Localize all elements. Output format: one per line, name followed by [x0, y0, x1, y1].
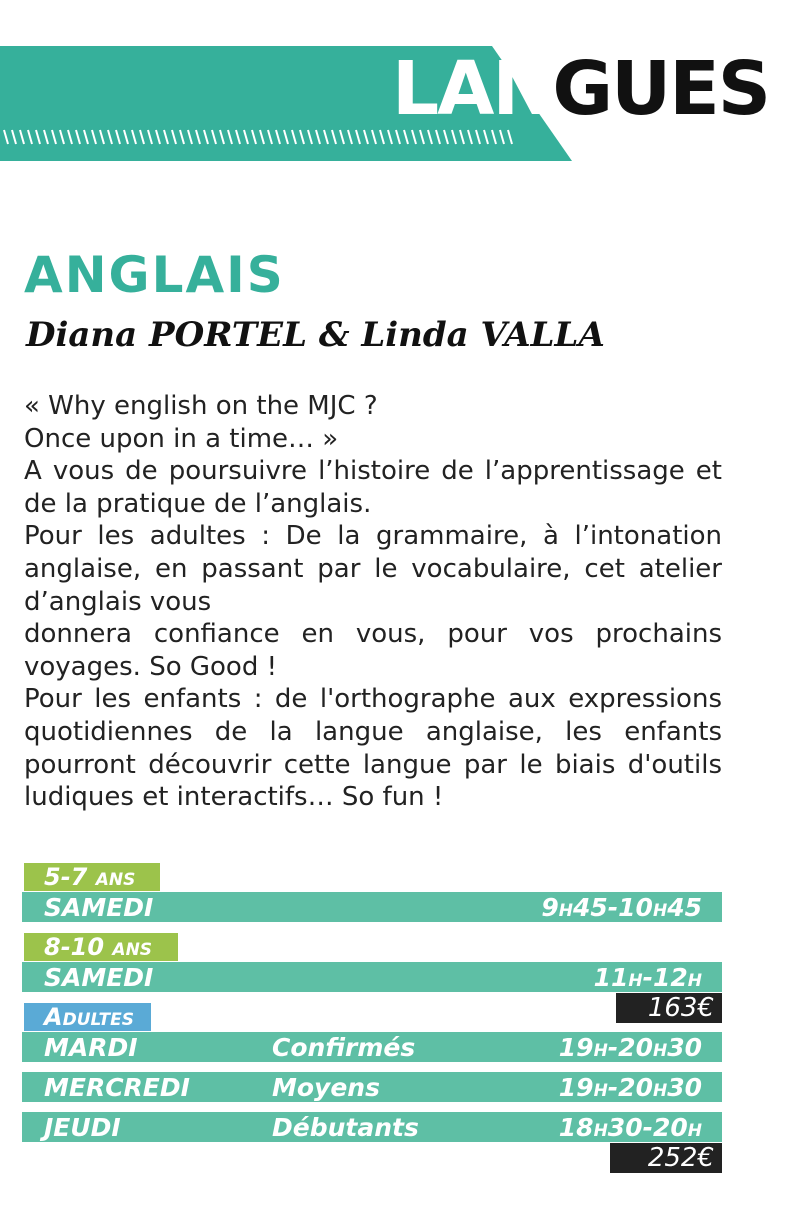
age-tag-adultes: [24, 1003, 151, 1031]
time-sep: H: [593, 1081, 608, 1101]
time-part: 9: [541, 893, 559, 922]
schedule-row-mercredi: [22, 1072, 722, 1102]
time-sep: H: [558, 901, 573, 921]
schedule-time: [559, 1072, 702, 1107]
adult-tag-rest: DULTES: [62, 1010, 134, 1030]
time-part: 45: [667, 893, 702, 922]
teacher-names: Diana PORTEL & Linda VALLA: [26, 315, 605, 355]
time-part: 11: [593, 963, 629, 992]
age-tag-unit: ANS: [112, 940, 153, 960]
schedule-time: [559, 1032, 702, 1067]
schedule-row-jeudi: [22, 1112, 722, 1142]
adult-tag-initial: A: [44, 1003, 63, 1031]
time-part: 45-10: [573, 893, 653, 922]
price-kids: 163€: [616, 993, 722, 1023]
schedule-level: Débutants: [272, 1113, 419, 1142]
quote-line-2: Once upon in a time… »: [24, 423, 339, 454]
schedule-row-samedi-5-7: [22, 892, 722, 922]
age-tag-value: 8-10: [44, 933, 105, 961]
schedule-level: Confirmés: [272, 1033, 416, 1062]
time-sep: H: [652, 901, 668, 921]
time-part: 30-20: [607, 1113, 688, 1142]
schedule-time: [541, 892, 702, 927]
schedule-day: SAMEDI: [44, 963, 154, 992]
course-description: [24, 390, 722, 814]
adults-paragraph-b: donnera confiance en vous, pour vos prochains voyages. So Good !: [24, 619, 722, 682]
schedule-time: [594, 962, 702, 997]
time-part: 30: [667, 1033, 702, 1062]
time-sep: H: [593, 1041, 608, 1061]
time-sep: H: [652, 1041, 668, 1061]
time-part: 30: [667, 1073, 702, 1102]
schedule-level: Moyens: [272, 1073, 380, 1102]
adults-paragraph-a: Pour les adultes : De la grammaire, à l’intonation anglaise, en passant par le vocabulaire, cet atelier d’anglais vous: [24, 521, 722, 617]
price-adults: 252€: [610, 1143, 722, 1173]
time-part: -12: [642, 963, 688, 992]
schedule-day: MARDI: [44, 1033, 138, 1062]
category-title-light: LAN: [392, 46, 553, 132]
time-part: 19: [558, 1073, 594, 1102]
time-part: -20: [607, 1033, 653, 1062]
time-sep: H: [628, 971, 643, 991]
age-tag-value: 5-7: [44, 863, 88, 891]
schedule-time: [559, 1112, 702, 1147]
time-sep: H: [687, 971, 702, 991]
time-part: 18: [558, 1113, 594, 1142]
age-tag-8-10: [24, 933, 178, 961]
time-part: 19: [558, 1033, 594, 1062]
time-part: -20: [607, 1073, 653, 1102]
schedule-row-samedi-8-10: [22, 962, 722, 992]
course-title: ANGLAIS: [24, 246, 285, 304]
quote-line-1: « Why english on the MJC ?: [24, 391, 378, 421]
schedule-day: JEUDI: [44, 1113, 121, 1142]
category-title-dark: GUES: [552, 46, 770, 132]
schedule-day: SAMEDI: [44, 893, 154, 922]
schedule-day: MERCREDI: [44, 1073, 190, 1102]
age-tag-unit: ANS: [95, 870, 136, 890]
time-sep: H: [593, 1121, 608, 1141]
intro-paragraph: A vous de poursuivre l’histoire de l’apprentissage et de la pratique de l’anglais.: [24, 456, 722, 519]
category-title: [392, 46, 770, 132]
time-sep: H: [652, 1081, 668, 1101]
age-tag-5-7: [24, 863, 160, 891]
schedule-row-mardi: [22, 1032, 722, 1062]
time-sep: H: [687, 1121, 702, 1141]
kids-paragraph: Pour les enfants : de l'orthographe aux expressions quotidiennes de la langue anglaise, les enfants pourront découvrir cette langue par le biais d'outils ludiques et interactifs… So fun !: [24, 684, 722, 813]
